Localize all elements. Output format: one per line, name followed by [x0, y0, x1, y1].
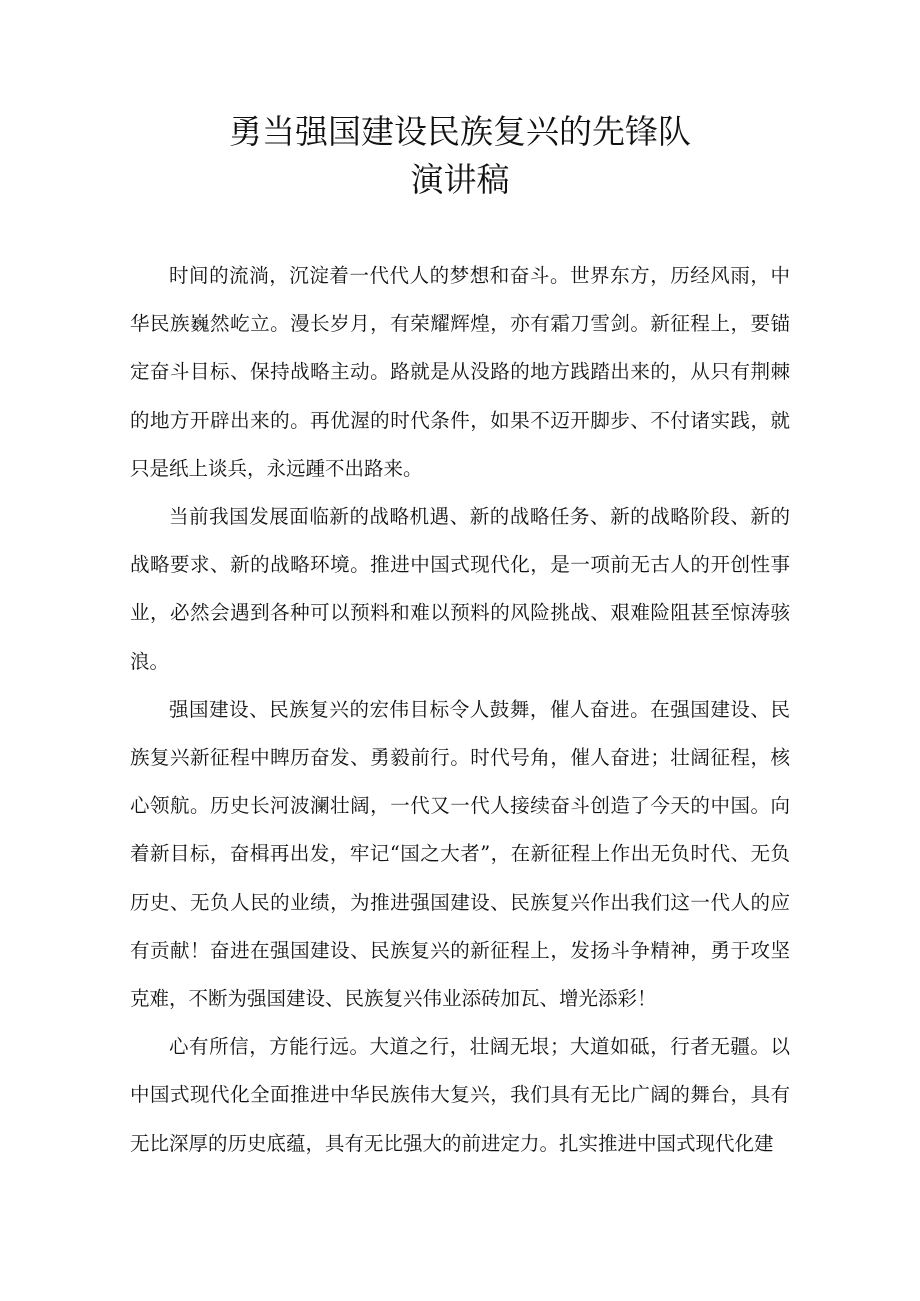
paragraph-4: 心有所信，方能行远。大道之行，壮阔无垠；大道如砥，行者无疆。以中国式现代化全面推进中华民族伟大复兴，我们具有无比广阔的舞台，具有无比深厚的历史底蕴，具有无比强大的前进定力。扎实推进中国式现代化建 [130, 1035, 790, 1155]
document-body [130, 252, 790, 1168]
paragraph-3: 强国建设、民族复兴的宏伟目标令人鼓舞，催人奋进。在强国建设、民族复兴新征程中睥历奋发、勇毅前行。时代号角，催人奋进；壮阔征程，核心领航。历史长河波澜壮阔，一代又一代人接续奋斗创造了今天的中国。向着新目标，奋楫再出发，牢记“国之大者”，在新征程上作出无负时代、无负历史、无负人民的业绩，为推进强国建设、民族复兴作出我们这一代人的应有贡献！奋进在强国建设、民族复兴的新征程上，发扬斗争精神，勇于攻坚克难，不断为强国建设、民族复兴伟业添砖加瓦、增光添彩！ [130, 697, 790, 1011]
paragraph-2: 当前我国发展面临新的战略机遇、新的战略任务、新的战略阶段、新的战略要求、新的战略环境。推进中国式现代化，是一项前无古人的开创性事业，必然会遇到各种可以预料和难以预料的风险挑战、艰难险阻甚至惊涛骇浪。 [130, 505, 790, 673]
document-title [130, 108, 790, 204]
paragraph-1: 时间的流淌，沉淀着一代代人的梦想和奋斗。世界东方，历经风雨，中华民族巍然屹立。漫长岁月，有荣耀辉煌，亦有霜刀雪剑。新征程上，要锚定奋斗目标、保持战略主动。路就是从没路的地方践踏出来的，从只有荆棘的地方开辟出来的。再优渥的时代条件，如果不迈开脚步、不付诸实践，就只是纸上谈兵，永远踵不出路来。 [130, 264, 790, 480]
title-line-sub: 演讲稿 [410, 160, 510, 199]
title-line-main: 勇当强国建设民族复兴的先锋队 [229, 112, 691, 151]
